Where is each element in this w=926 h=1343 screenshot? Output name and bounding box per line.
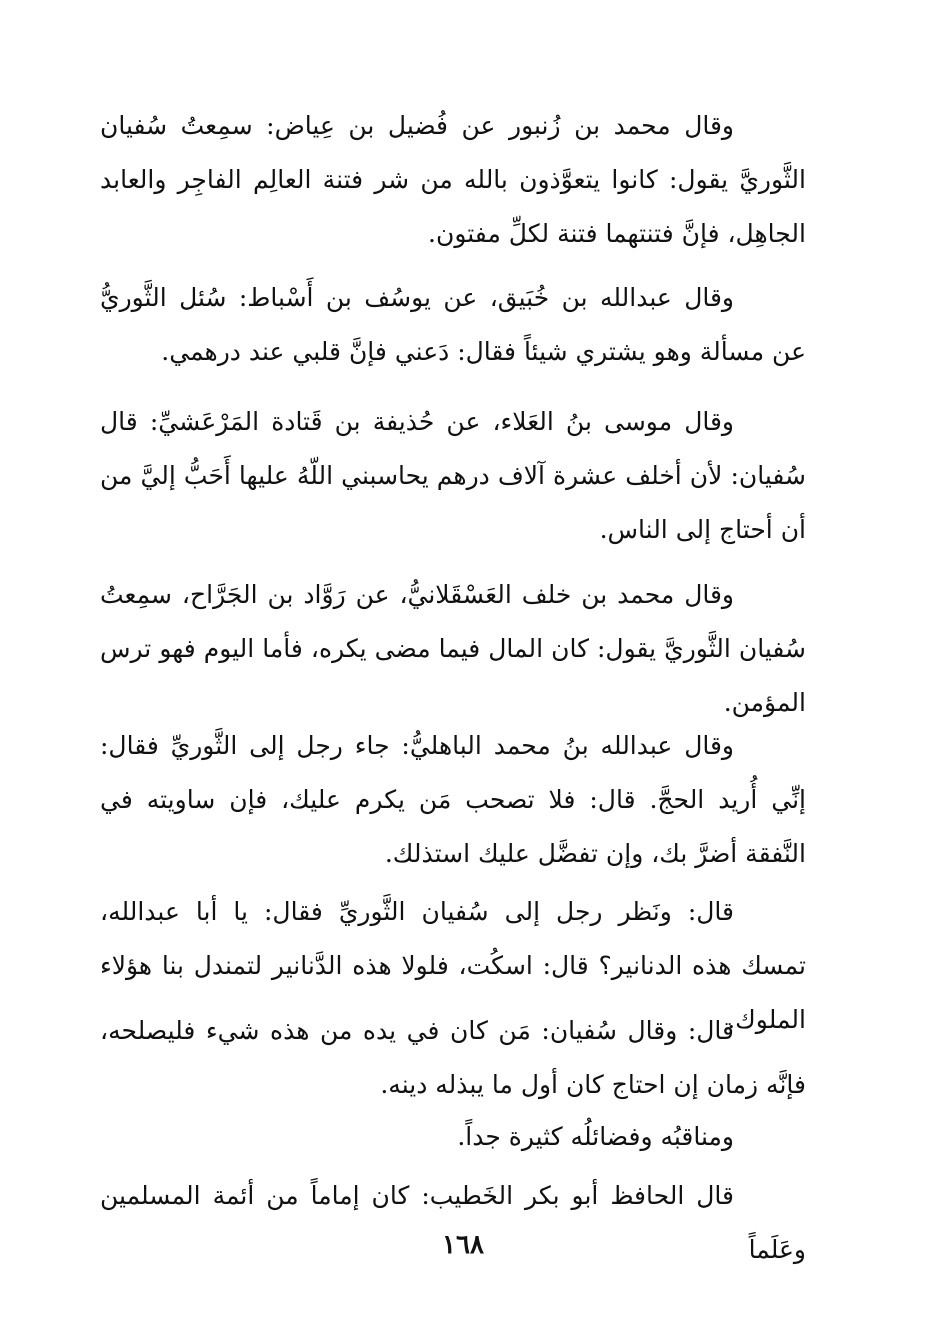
page-number: ١٦٨ bbox=[442, 1230, 484, 1260]
paragraph-khubayq-asbat: وقال عبدالله بن خُبَيق، عن يوسُف بن أَسْباط: سُئل الثَّوريُّ عن مسألة وهو يشتري شيئاً فقال: دَعني فإنَّ قلبي عند درهمي. bbox=[100, 283, 806, 366]
paragraph-musa-hudhayfa: وقال موسى بنُ العَلاء، عن حُذيفة بن قَتادة المَرْعَشيِّ: قال سُفيان: لأن أخلف عشرة آلاف درهم يحاسبني اللّهُ عليها أَحَبُّ إليَّ من أن أحتاج إلى الناس. bbox=[100, 407, 806, 544]
paragraph-virtues: ومناقبُه وفضائلُه كثيرة جداً. bbox=[457, 1122, 734, 1151]
paragraph-sufyan-saying: قال: وقال سُفيان: مَن كان في يده من هذه شيء فليصلحه، فإنَّه زمان إن احتاج كان أول ما يبذله دينه. bbox=[100, 1016, 806, 1099]
paragraph-bahili-hajj: وقال عبدالله بنُ محمد الباهليُّ: جاء رجل إلى الثَّوريِّ فقال: إنِّي أُريد الحجَّ. قال: فلا تصحب مَن يكرم عليك، فإن ساويته في النَّفقة أضرَّ بك، وإن تفضَّل عليك استذلك. bbox=[100, 731, 806, 868]
paragraph-zunbur-fudayl: وقال محمد بن زُنبور عن فُضيل بن عِياض: سمِعتُ سُفيان الثَّوريَّ يقول: كانوا يتعوَّذون بالله من شر فتنة العالِم الفاجِر والعابد الجاهِل، فإنَّ فتنتهما فتنة لكلِّ مفتون. bbox=[100, 111, 806, 248]
paragraph-asqalani-rawwad: وقال محمد بن خلف العَسْقَلانيُّ، عن رَوَّاد بن الجَرَّاح، سمِعتُ سُفيان الثَّوريَّ يقول: كان المال فيما مضى يكره، فأما اليوم فهو ترس المؤمن. bbox=[100, 580, 806, 717]
paragraph-dananir: قال: ونَظر رجل إلى سُفيان الثَّوريِّ فقال: يا أبا عبدالله، تمسك هذه الدنانير؟ قال: اسكُت، فلولا هذه الدَّنانير لتمندل بنا هؤلاء الملوك. bbox=[100, 897, 806, 1034]
paragraph-khatib: قال الحافظ أبو بكر الخَطيب: كان إماماً من أئمة المسلمين وعَلَماً bbox=[100, 1181, 806, 1264]
